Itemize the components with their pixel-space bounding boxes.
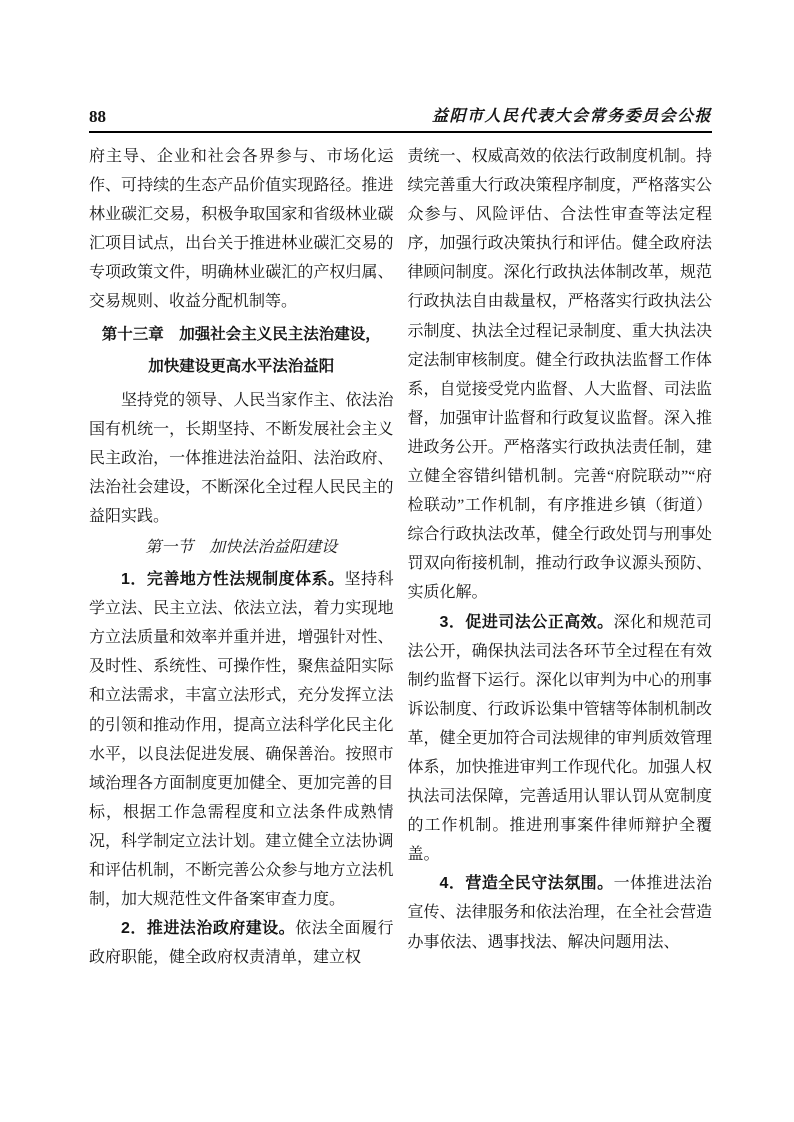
paragraph-item-3 [408,608,713,870]
item-2-lead: 2．推进法治政府建设。 [121,920,296,938]
item-4-lead: 4．营造全民守法氛围。 [439,875,614,893]
header-title: 益阳市人民代表大会常务委员会公报 [431,108,712,125]
left-column [89,142,394,972]
chapter-heading-line1: 第十三章 加强社会主义民主法治建设， [101,325,381,343]
page-header [89,106,712,133]
page-number: 88 [89,107,106,126]
item-1-text: 坚持科学立法、民主立法、依法立法，着力实现地方立法质量和效率并重并进，增强针对性、及时性、系统性、可操作性，聚焦益阳实际和立法需求，丰富立法形式，充分发挥立法的引领和推动作用，提高立法科学化民主化水平，以良法促进发展、确保善治。按照市域治理各方面制度更加健全、更加完善的目标，根据工作急需程度和立法条件成熟情况，科学制定立法计划。建立健全立法协调和评估机制，不断完善公众参与地方立法机制，加大规范性文件备案审查力度。 [89,571,394,909]
item-2-text: 依法全面履行政府职能，健全政府权责清单，建立权 [89,920,394,967]
section-heading: 第一节 加快法治益阳建设 [145,539,338,557]
right-column [408,142,713,972]
item-1-lead: 1．完善地方性法规制度体系。 [121,571,345,589]
paragraph-item-1 [89,565,394,914]
paragraph-carryover: 府主导、企业和社会各界参与、市场化运作、可持续的生态产品价值实现路径。推进林业碳汇交易，积极争取国家和省级林业碳汇项目试点，出台关于推进林业碳汇交易的专项政策文件，明确林业碳汇的产权归属、交易规则、收益分配机制等。 [89,148,394,311]
paragraph-intro: 坚持党的领导、人民当家作主、依法治国有机统一，长期坚持、不断发展社会主义民主政治，一体推进法治益阳、法治政府、法治社会建设，不断深化全过程人民民主的益阳实践。 [89,391,394,525]
item-3-lead: 3．促进司法公正高效。 [439,613,614,631]
item-4-text: 一体推进法治宣传、法律服务和依法治理，在全社会营造办事依法、遇事找法、解决问题用法、 [407,875,712,951]
paragraph-carryover-right: 责统一、权威高效的依法行政制度机制。持续完善重大行政决策程序制度，严格落实公众参与、风险评估、合法性审查等法定程序，加强行政决策执行和评估。健全政府法律顾问制度。深化行政执法体制改革，规范行政执法自由裁量权，严格落实行政执法公示制度、执法全过程记录制度、重大执法决定法制审核制度。健全行政执法监督工作体系，自觉接受党内监督、人大监督、司法监督，加强审计监督和行政复议监督。深入推进政务公开。严格落实行政执法责任制，建立健全容错纠错机制。完善“府院联动”“府检联动”工作机制，有序推进乡镇（街道）综合行政执法改革，健全行政处罚与刑事处罚双向衔接机制，推动行政争议源头预防、实质化解。 [407,148,712,602]
paragraph-item-2 [89,914,394,972]
content [89,133,712,972]
chapter-heading [89,319,394,383]
chapter-heading-line2: 加快建设更高水平法治益阳 [148,357,335,375]
item-3-text: 深化和规范司法公开，确保执法司法各环节全过程在有效制约监督下运行。深化以审判为中心的刑事诉讼制度、行政诉讼集中管辖等体制机制改革，健全更加符合司法规律的审判质效管理体系，加快推进审判工作现代化。加强人权执法司法保障，完善适用认罪认罚从宽制度的工作机制。推进刑事案件律师辩护全覆盖。 [407,613,712,864]
paragraph-item-4 [408,869,713,956]
